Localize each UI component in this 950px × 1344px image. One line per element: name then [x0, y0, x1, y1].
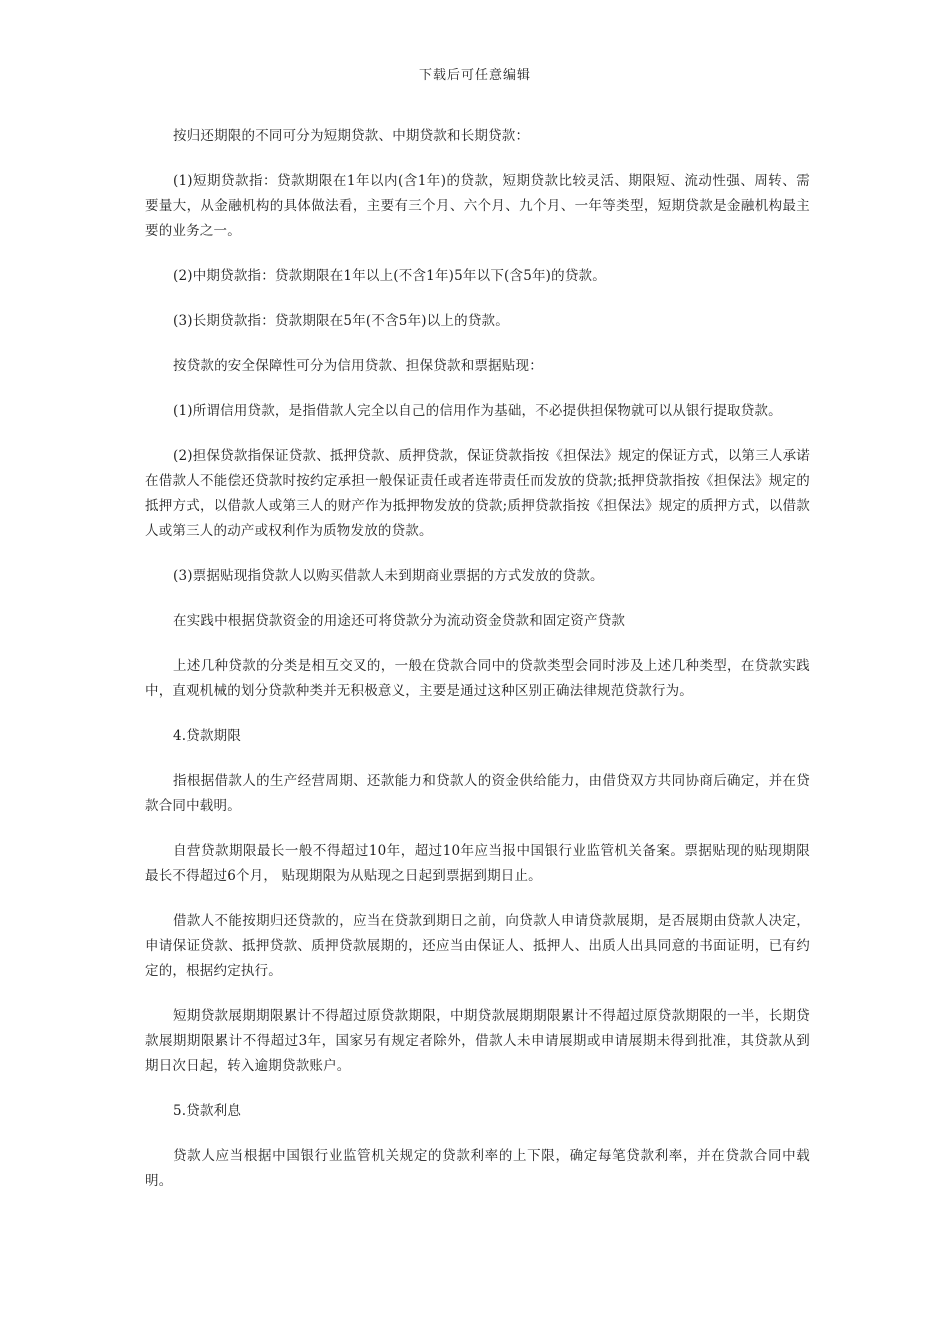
paragraph-loan-interest-rate: 贷款人应当根据中国银行业监管机关规定的贷款利率的上下限，确定每笔贷款利率，并在贷款合同中载明。	[145, 1148, 810, 1189]
paragraph-loan-term-definition: 指根据借款人的生产经营周期、还款能力和贷款人的资金供给能力，由借贷双方共同协商后确定，并在贷款合同中载明。	[145, 773, 810, 814]
section-heading-loan-interest: 5.贷款利息	[173, 1103, 242, 1119]
paragraph-extension-limits: 短期贷款展期期限累计不得超过原贷款期限，中期贷款展期期限累计不得超过原贷款期限的一半，长期贷款展期期限累计不得超过3年，国家另有规定者除外，借款人未申请展期或申请展期未得到批准，其贷款从到期日次日起，转入逾期贷款账户。	[145, 1008, 810, 1074]
paragraph-loan-extension: 借款人不能按期归还贷款的，应当在贷款到期日之前，向贷款人申请贷款展期，是否展期由贷款人决定，申请保证贷款、抵押贷款、质押贷款展期的，还应当由保证人、抵押人、出质人出具同意的书面证明，已有约定的，根据约定执行。	[145, 913, 810, 979]
page-header: 下载后可任意编辑	[418, 68, 531, 83]
paragraph-security-classification-intro: 按贷款的安全保障性可分为信用贷款、担保贷款和票据贴现：	[173, 358, 543, 374]
document-body	[145, 124, 810, 1214]
paragraph-classification-note: 上述几种贷款的分类是相互交叉的，一般在贷款合同中的贷款类型会同时涉及上述几种类型，在贷款实践中，直观机械的划分贷款种类并无积极意义，主要是通过这种区别正确法律规范贷款行为。	[145, 658, 810, 699]
section-heading-loan-term: 4.贷款期限	[173, 728, 242, 744]
paragraph-short-term-loan: (1)短期贷款指：贷款期限在1年以内(含1年)的贷款，短期贷款比较灵活、期限短、流动性强、周转、需要量大，从金融机构的具体做法看，主要有三个月、六个月、九个月、一年等类型，短期贷款是金融机构最主要的业务之一。	[145, 173, 810, 239]
paragraph-usage-classification: 在实践中根据贷款资金的用途还可将贷款分为流动资金贷款和固定资产贷款	[173, 613, 626, 629]
paragraph-bill-discount: (3)票据贴现指贷款人以购买借款人未到期商业票据的方式发放的贷款。	[173, 568, 604, 584]
paragraph-credit-loan: (1)所谓信用贷款，是指借款人完全以自己的信用作为基础，不必提供担保物就可以从银行提取贷款。	[173, 403, 782, 419]
paragraph-guaranteed-loan: (2)担保贷款指保证贷款、抵押贷款、质押贷款，保证贷款指按《担保法》规定的保证方式，以第三人承诺在借款人不能偿还贷款时按约定承担一般保证责任或者连带责任而发放的贷款;抵押贷款指按《担保法》规定的抵押方式，以借款人或第三人的财产作为抵押物发放的贷款;质押贷款指按《担保法》规定的质押方式，以借款人或第三人的动产或权利作为质物发放的贷款。	[145, 448, 810, 539]
paragraph-long-term-loan: (3)长期贷款指：贷款期限在5年(不含5年)以上的贷款。	[173, 313, 509, 329]
paragraph-medium-term-loan: (2)中期贷款指：贷款期限在1年以上(不含1年)5年以下(含5年)的贷款。	[173, 268, 606, 284]
paragraph-self-operated-loan-term: 自营贷款期限最长一般不得超过10年，超过10年应当报中国银行业监管机关备案。票据贴现的贴现期限最长不得超过6个月， 贴现期限为从贴现之日起到票据到期日止。	[145, 843, 810, 884]
paragraph-term-classification-intro: 按归还期限的不同可分为短期贷款、中期贷款和长期贷款：	[173, 128, 530, 144]
